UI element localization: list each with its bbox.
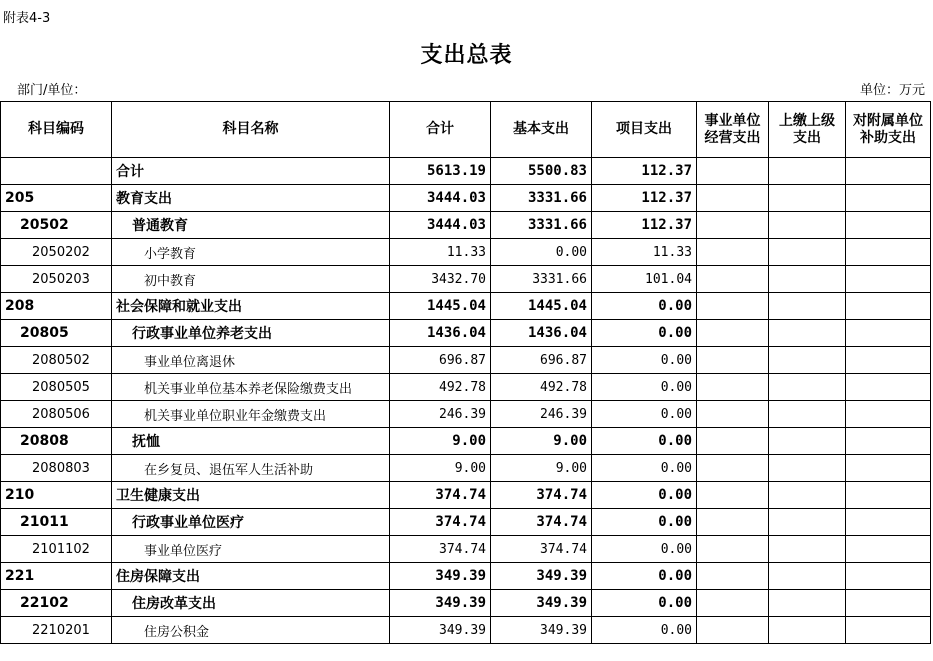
cell-basic: 1445.04 — [491, 293, 592, 320]
cell-code: 205 — [1, 185, 112, 212]
cell-business — [697, 455, 769, 482]
cell-project: 0.00 — [592, 374, 697, 401]
cell-name: 在乡复员、退伍军人生活补助 — [112, 455, 390, 482]
cell-remit — [769, 185, 846, 212]
cell-basic: 1436.04 — [491, 320, 592, 347]
cell-project: 112.37 — [592, 158, 697, 185]
cell-name: 事业单位离退休 — [112, 347, 390, 374]
col-header-subsidy: 对附属单位补助支出 — [846, 102, 931, 158]
cell-remit — [769, 347, 846, 374]
table-row — [1, 590, 931, 617]
table-row — [1, 509, 931, 536]
cell-project: 0.00 — [592, 455, 697, 482]
cell-total: 374.74 — [390, 509, 491, 536]
cell-total: 11.33 — [390, 239, 491, 266]
col-header-remit: 上缴上级支出 — [769, 102, 846, 158]
col-header-total: 合计 — [390, 102, 491, 158]
cell-basic: 374.74 — [491, 509, 592, 536]
cell-subsidy — [846, 347, 931, 374]
cell-business — [697, 428, 769, 455]
cell-subsidy — [846, 239, 931, 266]
cell-total: 1445.04 — [390, 293, 491, 320]
cell-total: 374.74 — [390, 482, 491, 509]
cell-name: 事业单位医疗 — [112, 536, 390, 563]
page-title: 支出总表 — [420, 43, 513, 68]
cell-total: 3444.03 — [390, 185, 491, 212]
cell-business — [697, 320, 769, 347]
cell-business — [697, 536, 769, 563]
cell-business — [697, 158, 769, 185]
cell-total: 3432.70 — [390, 266, 491, 293]
cell-subsidy — [846, 158, 931, 185]
cell-project: 0.00 — [592, 617, 697, 644]
table-row — [1, 185, 931, 212]
cell-remit — [769, 293, 846, 320]
cell-subsidy — [846, 563, 931, 590]
cell-project: 0.00 — [592, 320, 697, 347]
cell-remit — [769, 239, 846, 266]
table-body — [1, 158, 931, 644]
cell-name: 卫生健康支出 — [112, 482, 390, 509]
table-row — [1, 482, 931, 509]
table-row — [1, 158, 931, 185]
cell-code: 2101102 — [1, 536, 112, 563]
cell-remit — [769, 536, 846, 563]
cell-basic: 9.00 — [491, 428, 592, 455]
cell-code: 21011 — [1, 509, 112, 536]
table-row — [1, 563, 931, 590]
cell-code: 2210201 — [1, 617, 112, 644]
cell-subsidy — [846, 590, 931, 617]
cell-subsidy — [846, 509, 931, 536]
cell-remit — [769, 428, 846, 455]
cell-remit — [769, 374, 846, 401]
cell-business — [697, 563, 769, 590]
cell-remit — [769, 509, 846, 536]
cell-business — [697, 590, 769, 617]
cell-basic: 9.00 — [491, 455, 592, 482]
cell-business — [697, 401, 769, 428]
cell-code: 22102 — [1, 590, 112, 617]
cell-subsidy — [846, 455, 931, 482]
cell-code: 2080502 — [1, 347, 112, 374]
cell-code: 2080506 — [1, 401, 112, 428]
cell-subsidy — [846, 185, 931, 212]
table-row — [1, 239, 931, 266]
cell-remit — [769, 482, 846, 509]
table-row — [1, 428, 931, 455]
appendix-note: 附表4-3 — [3, 11, 51, 26]
cell-project: 0.00 — [592, 536, 697, 563]
cell-name: 社会保障和就业支出 — [112, 293, 390, 320]
cell-subsidy — [846, 293, 931, 320]
cell-basic: 3331.66 — [491, 185, 592, 212]
cell-code: 2050202 — [1, 239, 112, 266]
cell-basic: 3331.66 — [491, 266, 592, 293]
cell-code: 221 — [1, 563, 112, 590]
cell-total: 492.78 — [390, 374, 491, 401]
cell-code: 208 — [1, 293, 112, 320]
expenditure-table — [0, 101, 931, 644]
cell-basic: 3331.66 — [491, 212, 592, 239]
cell-project: 0.00 — [592, 428, 697, 455]
cell-name: 住房保障支出 — [112, 563, 390, 590]
cell-project: 0.00 — [592, 347, 697, 374]
table-row — [1, 266, 931, 293]
table-row — [1, 536, 931, 563]
cell-remit — [769, 617, 846, 644]
cell-total: 696.87 — [390, 347, 491, 374]
cell-subsidy — [846, 266, 931, 293]
cell-total: 349.39 — [390, 563, 491, 590]
cell-project: 0.00 — [592, 563, 697, 590]
cell-remit — [769, 401, 846, 428]
cell-project: 101.04 — [592, 266, 697, 293]
cell-project: 0.00 — [592, 482, 697, 509]
unit-label: 单位：万元 — [859, 83, 925, 98]
cell-name: 住房公积金 — [112, 617, 390, 644]
cell-basic: 374.74 — [491, 482, 592, 509]
table-row — [1, 320, 931, 347]
cell-basic: 349.39 — [491, 563, 592, 590]
cell-remit — [769, 212, 846, 239]
cell-total: 9.00 — [390, 428, 491, 455]
cell-code: 20502 — [1, 212, 112, 239]
cell-project: 112.37 — [592, 212, 697, 239]
department-label: 部门/单位： — [17, 83, 87, 98]
col-header-basic: 基本支出 — [491, 102, 592, 158]
cell-total: 349.39 — [390, 617, 491, 644]
table-row — [1, 347, 931, 374]
cell-basic: 374.74 — [491, 536, 592, 563]
cell-subsidy — [846, 617, 931, 644]
cell-remit — [769, 266, 846, 293]
cell-subsidy — [846, 401, 931, 428]
cell-name: 抚恤 — [112, 428, 390, 455]
cell-subsidy — [846, 536, 931, 563]
cell-project: 0.00 — [592, 293, 697, 320]
cell-total: 5613.19 — [390, 158, 491, 185]
cell-name: 机关事业单位基本养老保险缴费支出 — [112, 374, 390, 401]
cell-basic: 0.00 — [491, 239, 592, 266]
cell-name: 合计 — [112, 158, 390, 185]
table-row — [1, 401, 931, 428]
table-row — [1, 212, 931, 239]
cell-project: 112.37 — [592, 185, 697, 212]
cell-name: 初中教育 — [112, 266, 390, 293]
cell-business — [697, 212, 769, 239]
cell-remit — [769, 455, 846, 482]
cell-remit — [769, 563, 846, 590]
cell-business — [697, 293, 769, 320]
cell-subsidy — [846, 320, 931, 347]
col-header-business: 事业单位经营支出 — [697, 102, 769, 158]
cell-business — [697, 374, 769, 401]
cell-code: 20808 — [1, 428, 112, 455]
cell-total: 9.00 — [390, 455, 491, 482]
cell-name: 行政事业单位医疗 — [112, 509, 390, 536]
cell-name: 教育支出 — [112, 185, 390, 212]
cell-name: 住房改革支出 — [112, 590, 390, 617]
col-header-code: 科目编码 — [1, 102, 112, 158]
cell-code: 2050203 — [1, 266, 112, 293]
cell-total: 349.39 — [390, 590, 491, 617]
cell-remit — [769, 158, 846, 185]
cell-business — [697, 509, 769, 536]
cell-name: 普通教育 — [112, 212, 390, 239]
cell-total: 1436.04 — [390, 320, 491, 347]
cell-project: 11.33 — [592, 239, 697, 266]
cell-project: 0.00 — [592, 590, 697, 617]
col-header-name: 科目名称 — [112, 102, 390, 158]
cell-business — [697, 347, 769, 374]
cell-code: 2080803 — [1, 455, 112, 482]
cell-basic: 5500.83 — [491, 158, 592, 185]
table-row — [1, 293, 931, 320]
cell-basic: 349.39 — [491, 590, 592, 617]
table-header-row — [1, 102, 931, 158]
table-row — [1, 455, 931, 482]
table-row — [1, 374, 931, 401]
cell-total: 374.74 — [390, 536, 491, 563]
cell-business — [697, 266, 769, 293]
col-header-project: 项目支出 — [592, 102, 697, 158]
cell-subsidy — [846, 212, 931, 239]
cell-business — [697, 482, 769, 509]
cell-remit — [769, 320, 846, 347]
cell-business — [697, 617, 769, 644]
cell-total: 246.39 — [390, 401, 491, 428]
cell-code: 20805 — [1, 320, 112, 347]
cell-basic: 349.39 — [491, 617, 592, 644]
cell-subsidy — [846, 374, 931, 401]
cell-total: 3444.03 — [390, 212, 491, 239]
cell-basic: 492.78 — [491, 374, 592, 401]
cell-name: 行政事业单位养老支出 — [112, 320, 390, 347]
cell-business — [697, 185, 769, 212]
cell-remit — [769, 590, 846, 617]
cell-basic: 696.87 — [491, 347, 592, 374]
cell-name: 机关事业单位职业年金缴费支出 — [112, 401, 390, 428]
cell-code: 210 — [1, 482, 112, 509]
cell-business — [697, 239, 769, 266]
cell-project: 0.00 — [592, 401, 697, 428]
cell-name: 小学教育 — [112, 239, 390, 266]
table-row — [1, 617, 931, 644]
cell-project: 0.00 — [592, 509, 697, 536]
cell-basic: 246.39 — [491, 401, 592, 428]
cell-subsidy — [846, 428, 931, 455]
cell-subsidy — [846, 482, 931, 509]
cell-code — [1, 158, 112, 185]
cell-code: 2080505 — [1, 374, 112, 401]
